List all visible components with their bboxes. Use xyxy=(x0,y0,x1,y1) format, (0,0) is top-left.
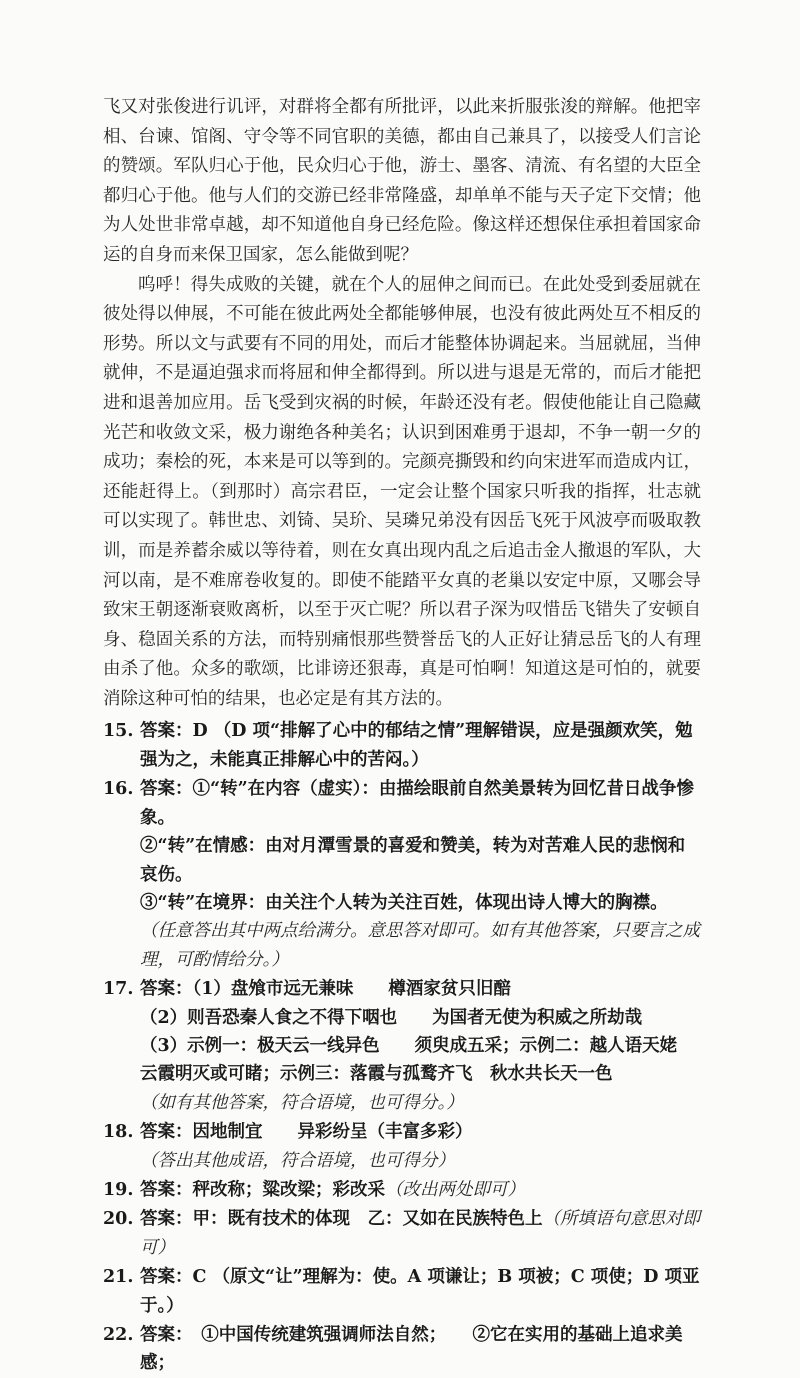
answer-number-19: 19. xyxy=(103,1179,134,1200)
answer-text-19 xyxy=(140,1176,701,1204)
answer-16-grading-note: （任意答出其中两点给满分。意思答对即可。如有其他答案，只要言之成理，可酌情给分。） xyxy=(140,921,700,970)
answer-text-18: 答案：因地制宜 异彩纷呈（丰富多彩） xyxy=(140,1122,473,1143)
answer-key-page xyxy=(103,93,713,1378)
answer-number-15: 15. xyxy=(103,721,134,742)
answer-item-16 xyxy=(103,775,701,974)
answer-text-21: 答案：C （原文“让”理解为：使。A 项谦让；B 项被；C 项使；D 项亚于。） xyxy=(140,1267,700,1316)
answer-item-22 xyxy=(103,1321,701,1378)
answer-item-21 xyxy=(103,1263,701,1320)
answer-17-part-1: 答案：（1）盘飧市远无兼味 樽酒家贫只旧醅 xyxy=(140,979,511,1000)
answer-17-part-3: （3）示例一：极天云一线异色 须臾成五采；示例二：越人语天姥 云霞明灭或可睹；示例三：落霞与孤鹜齐飞 秋水共长天一色 xyxy=(140,1035,713,1085)
answer-text-22: 答案： ①中国传统建筑强调师法自然； ②它在实用的基础上追求美感； xyxy=(140,1325,683,1374)
answer-body-19 xyxy=(140,1176,701,1204)
answer-20-main: 答案：甲：既有技术的体现 乙：又如在民族特色上 xyxy=(140,1209,543,1230)
answer-item-15 xyxy=(103,717,701,774)
answer-19-main: 答案：秤改称；粱改梁；彩改采 xyxy=(140,1179,385,1200)
answer-item-20 xyxy=(103,1205,701,1262)
answer-body-18 xyxy=(140,1118,701,1175)
answer-number-22: 22. xyxy=(103,1325,134,1345)
answer-body-22 xyxy=(140,1321,701,1378)
answer-number-18: 18. xyxy=(103,1122,134,1143)
answer-body-21 xyxy=(140,1263,701,1320)
answer-16-point-1: 答案：①“转”在内容（虚实）：由描绘眼前自然美景转为回忆昔日战争惨象。 xyxy=(140,779,694,828)
translation-paragraph-1: 飞又对张俊进行讥评，对群将全都有所批评，以此来折服张浚的辩解。他把宰相、台谏、馆阁、守令等不同官职的美德，都由自己兼具了，以接受人们言论的赞颂。军队归心于他，民众归心于他，游士、墨客、清流、有名望的大臣全都归心于他。他与人们的交游已经非常隆盛，却单单不能与天子定下交情；他为人处世非常卓越，却不知道他自身已经危险。像这样还想保住承担着国家命运的自身而来保卫国家，怎么能做到呢？ xyxy=(103,97,701,265)
answer-number-16: 16. xyxy=(103,779,134,800)
answer-number-20: 20. xyxy=(103,1209,134,1230)
answer-text-15: 答案：D （D 项“排解了心中的郁结之情”理解错误，应是强颜欢笑，勉强为之，未能真正排解心中的苦闷。） xyxy=(140,721,693,770)
answer-list xyxy=(103,717,713,1377)
answer-body-17 xyxy=(140,975,713,1117)
answer-body-16 xyxy=(140,775,701,974)
answer-19-grading-note: （改出两处即可） xyxy=(385,1179,525,1200)
translation-paragraph-2: 呜呼！得失成败的关键，就在个人的屈伸之间而已。在此处受到委屈就在彼处得以伸展，不可能在彼此两处全都能够伸展，也没有彼此两处互不相反的形势。所以文与武要有不同的用处，而后才能整体协调起来。当屈就屈，当伸就伸，不是逼迫强求而将屈和伸全都得到。所以进与退是无常的，而后才能把进和退善加应用。岳飞受到灾祸的时候，年龄还没有老。假使他能让自己隐藏光芒和收敛文采，极力谢绝各种美名；认识到困难勇于退却，不争一朝一夕的成功；秦桧的死，本来是可以等到的。完颜亮撕毁和约向宋进军而造成内讧，还能赶得上。（到那时）高宗君臣，一定会让整个国家只听我的指挥，壮志就可以实现了。韩世忠、刘锜、吴玠、吴璘兄弟没有因岳飞死于风波亭而吸取教训，而是养蓄余威以等待着，则在女真出现内乱之后追击金人撤退的军队，大河以南，是不难席卷收复的。即使不能踏平女真的老巢以安定中原，又哪会导致宋王朝逐渐衰败离析，以至于灭亡呢？所以君子深为叹惜岳飞错失了安顿自身、稳固关系的方法，而特别痛恨那些赞誉岳飞的人正好让猜忌岳飞的人有理由杀了他。众多的歌颂，比诽谤还狠毒，真是可怕啊！知道这是可怕的，就要消除这种可怕的结果，也必定是有其方法的。 xyxy=(103,274,701,709)
answer-text-20 xyxy=(140,1205,701,1262)
answer-17-part-2: （2）则吾恐秦人食之不得下咽也 为国者无使为积威之所劫哉 xyxy=(140,1007,643,1028)
answer-16-point-3: ③“转”在境界：由关注个人转为关注百姓，体现出诗人博大的胸襟。 xyxy=(140,892,668,913)
answer-16-point-2: ②“转”在情感：由对月潭雪景的喜爱和赞美，转为对苦难人民的悲悯和哀伤。 xyxy=(140,836,686,885)
answer-item-19 xyxy=(103,1176,701,1204)
answer-item-18 xyxy=(103,1118,701,1175)
answer-17-grading-note: （如有其他答案，符合语境，也可得分。） xyxy=(140,1092,464,1113)
answer-20-grading-note: （所填语句意思对即可） xyxy=(140,1209,700,1258)
answer-body-20 xyxy=(140,1205,701,1262)
answer-18-grading-note: （答出其他成语，符合语境，也可得分） xyxy=(140,1150,455,1171)
answer-number-17: 17. xyxy=(103,979,134,1000)
answer-number-21: 21. xyxy=(103,1267,134,1288)
answer-item-17 xyxy=(103,975,713,1117)
answer-body-15 xyxy=(140,717,701,774)
